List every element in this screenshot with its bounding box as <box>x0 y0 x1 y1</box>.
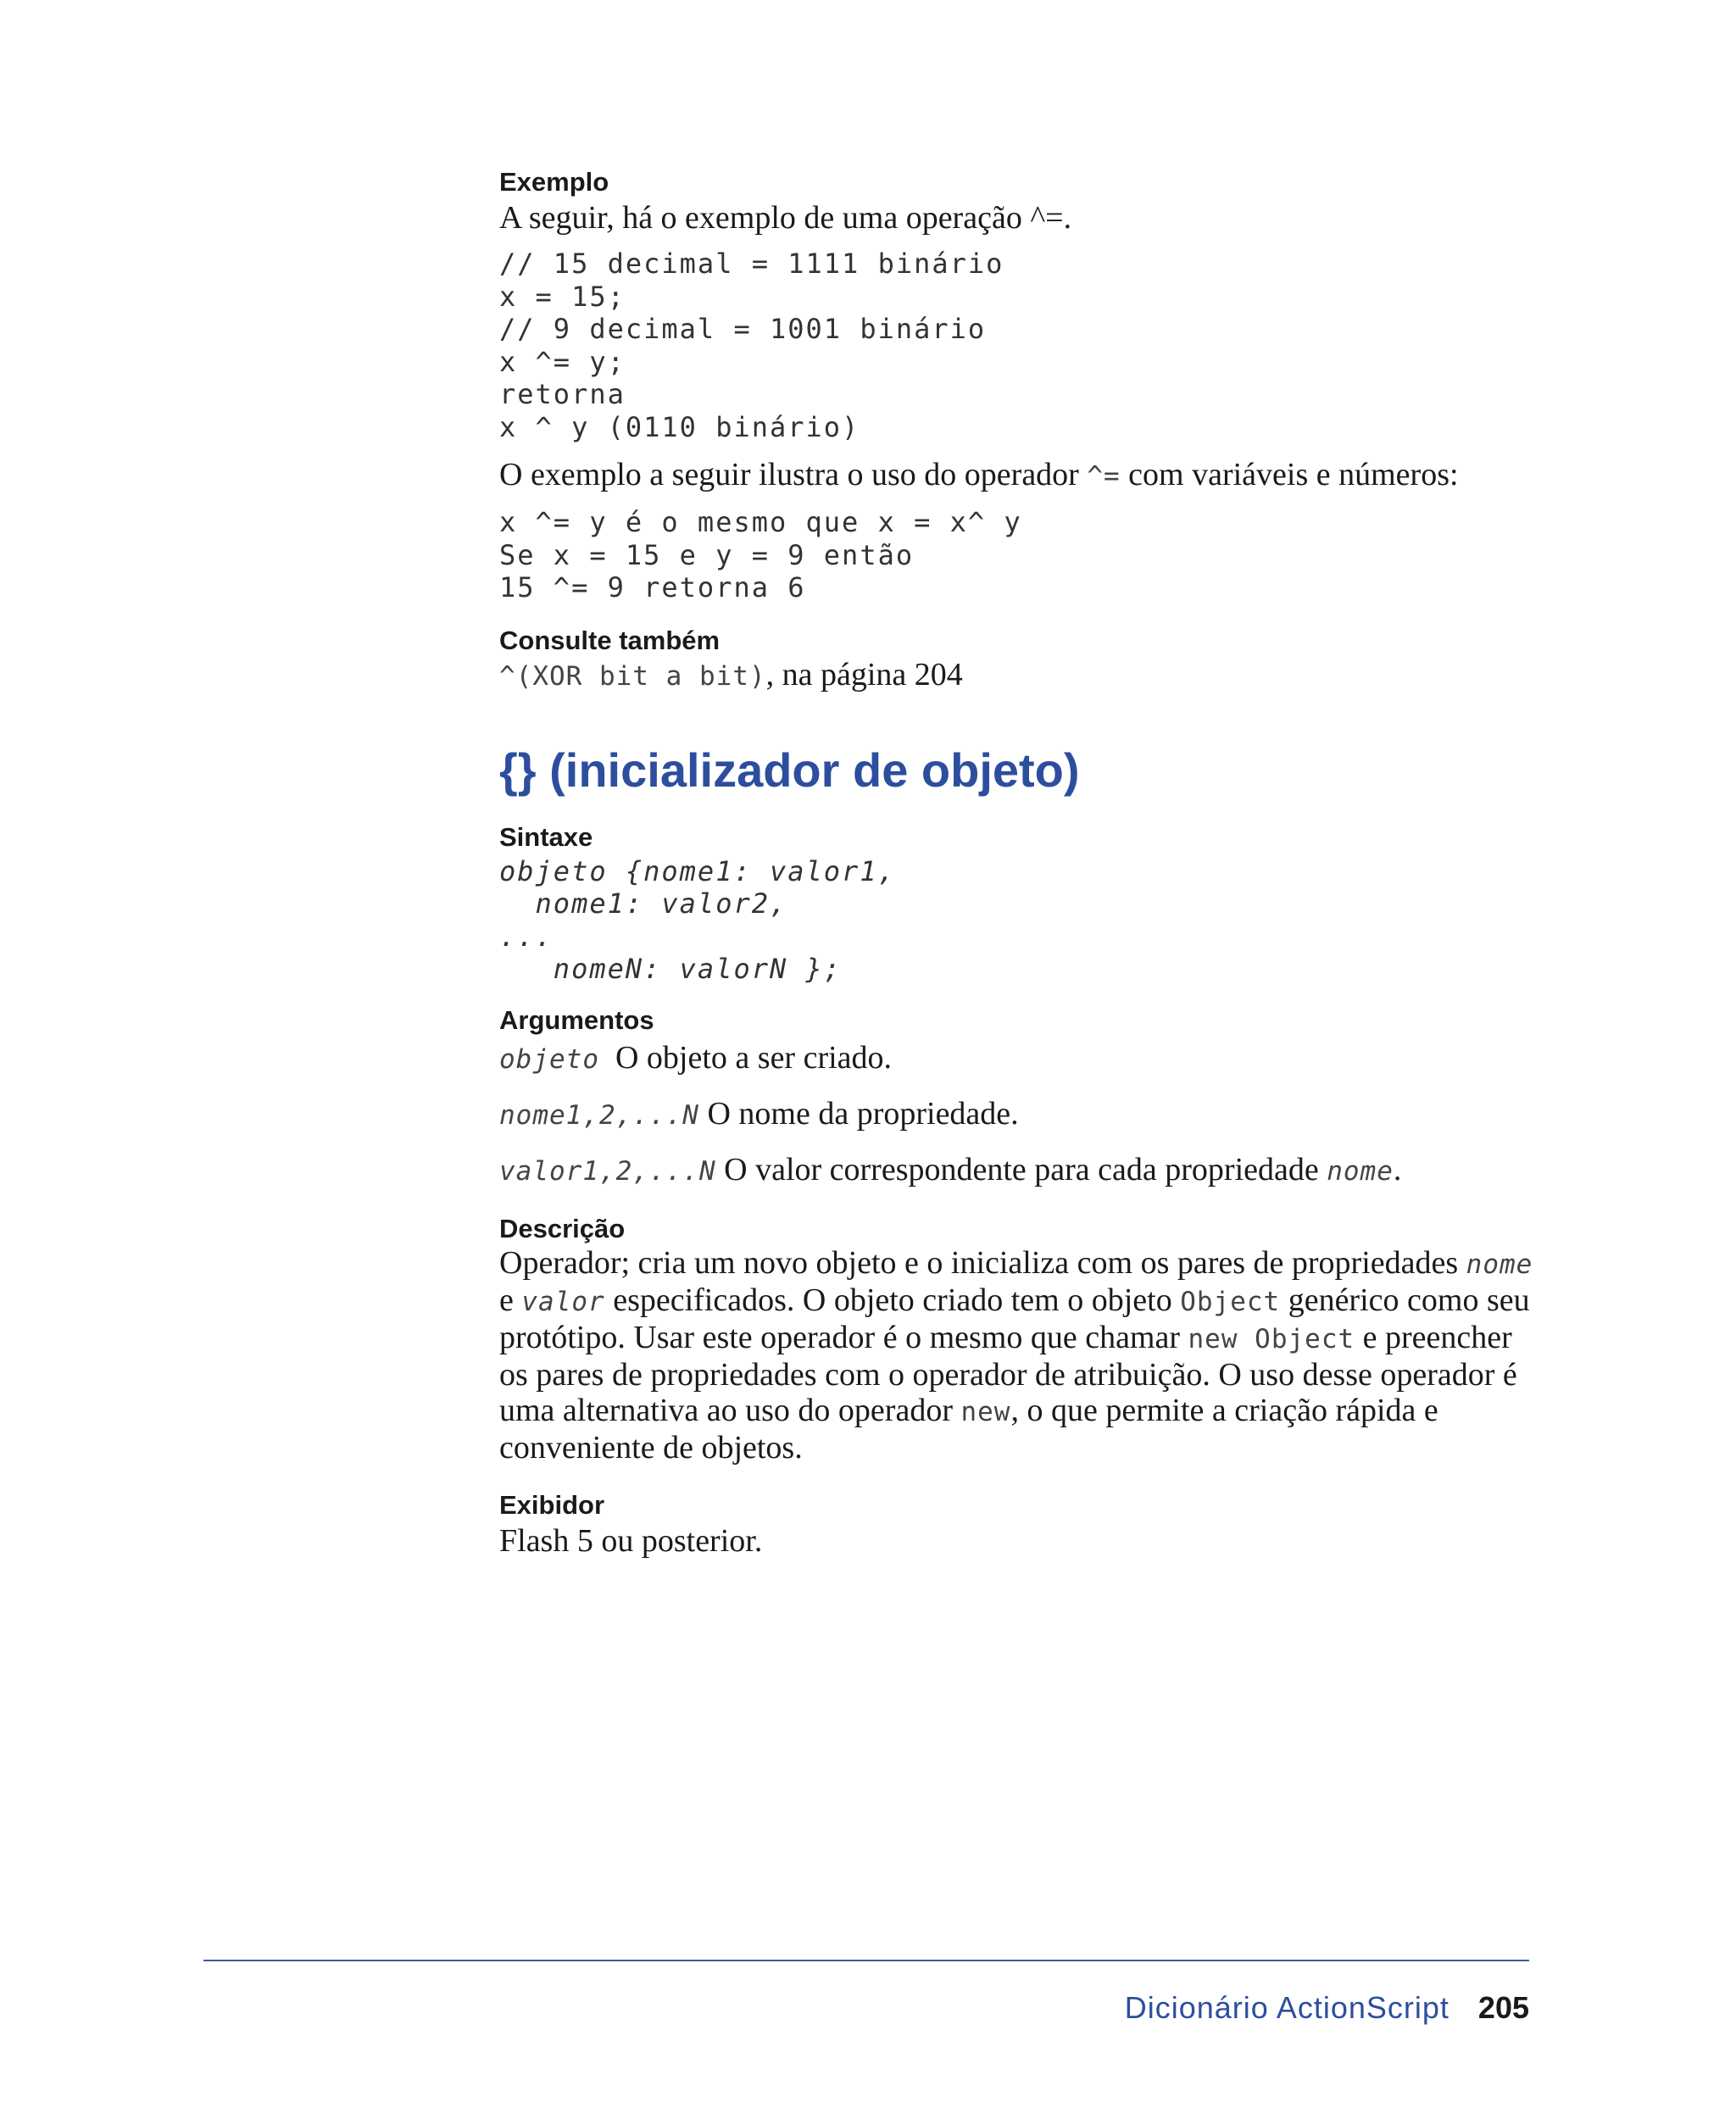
footer-title: Dicionário ActionScript <box>1124 1990 1449 2025</box>
code-line: x = 15; <box>499 280 626 313</box>
argumentos-label: Argumentos <box>499 1004 654 1035</box>
descricao-label: Descrição <box>499 1213 626 1243</box>
sintaxe-label: Sintaxe <box>499 821 593 852</box>
footer-rule <box>203 1960 1529 1961</box>
consulte-label: Consulte também <box>499 625 721 655</box>
para-text: O exemplo a seguir ilustra o uso do operador <box>499 457 1088 492</box>
syntax-line: objeto {nome1: valor1, <box>499 854 896 887</box>
exibidor-label: Exibidor <box>499 1489 605 1520</box>
desc-text: e <box>499 1282 522 1318</box>
desc-code: nome <box>1466 1249 1533 1280</box>
para-text: com variáveis e números: <box>1120 457 1459 492</box>
code-line: x ^= y é o mesmo que x = x^ y <box>499 506 1022 538</box>
argument-name: valor1,2,...N <box>499 1155 716 1187</box>
desc-code: new <box>960 1396 1011 1427</box>
desc-text: , o que permite a criação rápida e conveniente de objetos. <box>499 1392 1438 1466</box>
desc-text: especificados. O objeto criado tem o objeto <box>604 1282 1181 1318</box>
argument-tail: . <box>1393 1151 1402 1187</box>
syntax-line: ... <box>499 920 554 953</box>
code-line: x ^ y (0110 binário) <box>499 410 860 443</box>
code-line: 15 ^= 9 retorna 6 <box>499 571 806 603</box>
xor-link[interactable]: ^(XOR bit a bit) <box>499 660 766 692</box>
argument-desc: O nome da propriedade. <box>707 1095 1019 1132</box>
code-line: // 9 decimal = 1001 binário <box>499 313 987 345</box>
argument-desc: O objeto a ser criado. <box>615 1039 893 1076</box>
sintaxe-code-block <box>499 855 1533 986</box>
exemplo-code-block-1 <box>499 247 1533 443</box>
exemplo-intro: A seguir, há o exemplo de uma operação ^=. <box>499 200 1072 236</box>
argument-name: objeto <box>499 1043 599 1075</box>
code-line: Se x = 15 e y = 9 então <box>499 538 915 571</box>
desc-text: genérico como seu protótipo. Usar este operador é o mesmo que chamar <box>499 1282 1530 1355</box>
exemplo-code-block-2 <box>499 506 1533 604</box>
exemplo-label: Exemplo <box>499 167 609 197</box>
desc-text: Operador; cria um novo objeto e o inicializa com os pares de propriedades <box>499 1244 1466 1281</box>
descricao-paragraph <box>499 1245 1533 1466</box>
inline-code: ^= <box>1087 461 1121 492</box>
exemplo-paragraph-2 <box>499 457 1533 494</box>
desc-code: Object <box>1180 1286 1281 1317</box>
section-heading: {} (inicializador de objeto) <box>499 742 1080 797</box>
page-number: 205 <box>1477 1990 1529 2025</box>
argument-name: nome1,2,...N <box>499 1099 699 1131</box>
argument-inline-code: nome <box>1327 1155 1394 1187</box>
page-content <box>499 166 1533 1559</box>
argument-item <box>499 1096 1533 1133</box>
desc-code: new Object <box>1188 1323 1355 1354</box>
code-line: retorna <box>499 378 626 410</box>
argument-item <box>499 1040 1533 1077</box>
code-line: x ^= y; <box>499 345 626 378</box>
desc-text: e preencher os pares de propriedades com o operador de atribuição. O uso desse operador é uma alternativa ao uso do operador <box>499 1319 1517 1428</box>
syntax-line: nome1: valor2, <box>499 887 788 920</box>
syntax-line: nomeN: valorN }; <box>499 953 843 985</box>
exibidor-text: Flash 5 ou posterior. <box>499 1522 763 1559</box>
consulte-page-ref: , na página 204 <box>765 656 963 692</box>
desc-code: valor <box>521 1286 605 1317</box>
consulte-link-line <box>499 657 1533 694</box>
argument-item <box>499 1152 1533 1189</box>
page-footer <box>1125 1990 1529 2026</box>
argument-desc: O valor correspondente para cada propriedade <box>724 1151 1327 1187</box>
code-line: // 15 decimal = 1111 binário <box>499 247 1004 280</box>
